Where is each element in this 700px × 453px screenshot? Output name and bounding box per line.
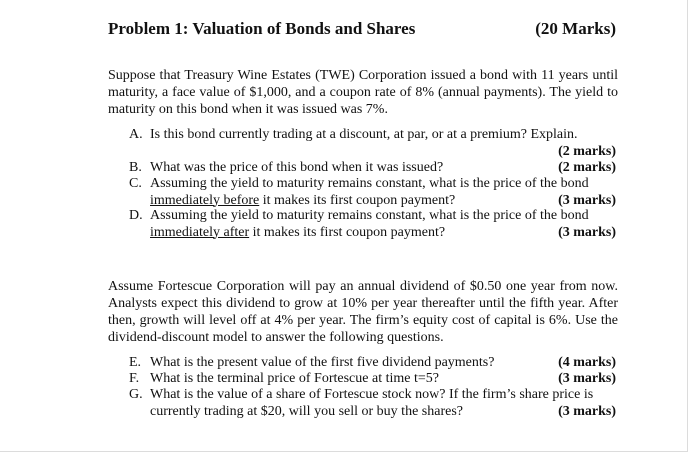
- question-marks: (2 marks): [558, 160, 616, 175]
- underlined-phrase: immediately after: [150, 224, 250, 240]
- question-marks: (3 marks): [558, 192, 616, 208]
- question-text-continued: it makes its first coupon payment?: [249, 224, 446, 240]
- question-text-continued: it makes its first coupon payment?: [259, 192, 456, 208]
- question-text: Assuming the yield to maturity remains constant, what is the price of the bond: [150, 176, 589, 191]
- question-marks: (3 marks): [558, 403, 616, 419]
- question-b: [129, 160, 616, 177]
- question-marks: (3 marks): [558, 371, 616, 386]
- question-letter: F.: [129, 371, 140, 386]
- question-text: What is the present value of the first five dividend payments?: [150, 355, 495, 370]
- question-e: [129, 355, 616, 372]
- problem-title: Problem 1: Valuation of Bonds and Shares: [108, 19, 416, 38]
- dividend-intro-paragraph: Assume Fortescue Corporation will pay an annual dividend of $0.50 one year from now. Analysts expect this dividend to grow at 10% per year thereafter until the fifth year. After then, growth will level off at 4% per year. The firm’s equity cost of capital is 6%. Use the dividend-discount model to answer the following questions.: [108, 279, 618, 345]
- question-text: What is the value of a share of Fortescue stock now? If the firm’s share price is: [150, 387, 594, 402]
- question-text: Is this bond currently trading at a discount, at par, or at a premium? Explain.: [150, 127, 578, 142]
- question-letter: D.: [129, 208, 143, 223]
- question-a: [129, 127, 616, 160]
- question-letter: B.: [129, 160, 142, 175]
- question-marks: (2 marks): [558, 143, 616, 159]
- question-text: What is the terminal price of Fortescue at time t=5?: [150, 371, 439, 386]
- underlined-phrase: immediately before: [150, 192, 260, 208]
- question-text: What was the price of this bond when it was issued?: [150, 160, 444, 175]
- question-marks: (3 marks): [558, 224, 616, 240]
- question-letter: E.: [129, 355, 142, 370]
- question-letter: A.: [129, 127, 143, 142]
- bond-intro-paragraph: Suppose that Treasury Wine Estates (TWE) Corporation issued a bond with 11 years until maturity, a face value of $1,000, and a coupon rate of 8% (annual payments). The yield to maturity on this bond when it was issued was 7%.: [108, 68, 618, 117]
- question-text-continued: currently trading at $20, will you sell or buy the shares?: [150, 403, 463, 419]
- question-c: [129, 176, 616, 209]
- question-letter: G.: [129, 387, 143, 402]
- question-f: [129, 371, 616, 388]
- question-marks: (4 marks): [558, 355, 616, 370]
- question-letter: C.: [129, 176, 142, 191]
- question-d: [129, 208, 616, 241]
- problem-total-marks: (20 Marks): [535, 19, 616, 38]
- question-text: Assuming the yield to maturity remains constant, what is the price of the bond: [150, 208, 589, 223]
- question-g: [129, 387, 616, 420]
